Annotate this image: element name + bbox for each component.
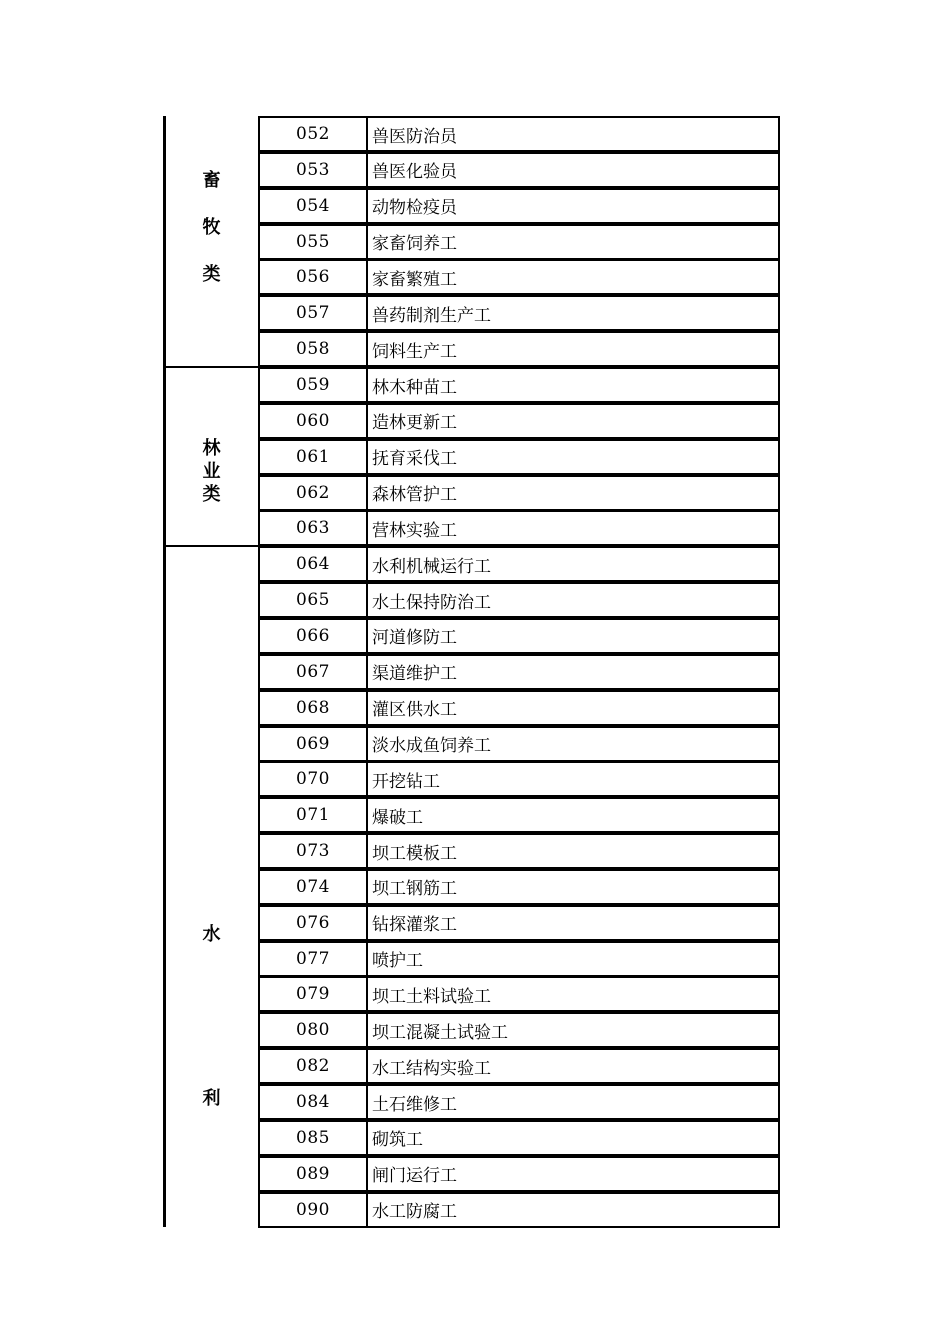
occupation-code: 062	[258, 475, 368, 511]
occupation-code: 064	[258, 546, 368, 582]
occupation-code: 052	[258, 116, 368, 152]
occupation-name: 家畜饲养工	[366, 224, 780, 260]
occupation-name: 造林更新工	[366, 403, 780, 439]
group-xumu	[163, 116, 260, 368]
occupation-name: 动物检疫员	[366, 188, 780, 224]
occupation-name: 钻探灌浆工	[366, 905, 780, 941]
occupation-code: 089	[258, 1156, 368, 1192]
table-row	[258, 1084, 780, 1120]
table-row	[258, 475, 780, 511]
table-row	[258, 367, 780, 403]
group-border	[163, 545, 166, 1227]
table-row	[258, 833, 780, 869]
occupation-name: 砌筑工	[366, 1120, 780, 1156]
occupation-name: 水工结构实验工	[366, 1048, 780, 1084]
occupation-name: 灌区供水工	[366, 690, 780, 726]
occupation-code: 090	[258, 1192, 368, 1228]
occupation-name: 喷护工	[366, 941, 780, 977]
occupation-code: 084	[258, 1084, 368, 1120]
table-row	[258, 726, 780, 762]
occupation-code: 061	[258, 439, 368, 475]
occupation-name: 坝工混凝土试验工	[366, 1012, 780, 1048]
occupation-name: 兽药制剂生产工	[366, 295, 780, 331]
table-row	[258, 510, 780, 546]
table-row	[258, 1120, 780, 1156]
table-row	[258, 1156, 780, 1192]
occupation-code: 059	[258, 367, 368, 403]
table-row	[258, 618, 780, 654]
table-row	[258, 439, 780, 475]
occupation-code: 074	[258, 869, 368, 905]
occupation-code: 054	[258, 188, 368, 224]
occupation-code: 085	[258, 1120, 368, 1156]
occupation-code: 058	[258, 331, 368, 367]
table-row	[258, 1048, 780, 1084]
table-row	[258, 259, 780, 295]
occupation-name: 淡水成鱼饲养工	[366, 726, 780, 762]
occupation-name: 兽医化验员	[366, 152, 780, 188]
occupation-name: 家畜繁殖工	[366, 259, 780, 295]
table-row	[258, 654, 780, 690]
occupation-code: 055	[258, 224, 368, 260]
group-label-char: 林	[202, 438, 221, 459]
table-row	[258, 941, 780, 977]
table-row	[258, 188, 780, 224]
table-row	[258, 976, 780, 1012]
occupation-name: 饲料生产工	[366, 331, 780, 367]
occupation-name: 开挖钻工	[366, 761, 780, 797]
occupation-code: 082	[258, 1048, 368, 1084]
occupation-name: 水利机械运行工	[366, 546, 780, 582]
occupation-code: 071	[258, 797, 368, 833]
group-label-char: 类	[202, 264, 221, 285]
table-row	[258, 582, 780, 618]
occupation-name: 坝工钢筋工	[366, 869, 780, 905]
occupation-name: 森林管护工	[366, 475, 780, 511]
table-row	[258, 905, 780, 941]
table-row	[258, 1012, 780, 1048]
occupation-code: 063	[258, 510, 368, 546]
table-row	[258, 224, 780, 260]
occupation-code: 069	[258, 726, 368, 762]
group-shuili	[163, 545, 260, 1227]
occupation-name: 兽医防治员	[366, 116, 780, 152]
table-row	[258, 761, 780, 797]
occupation-code: 076	[258, 905, 368, 941]
occupation-code: 073	[258, 833, 368, 869]
occupation-code: 060	[258, 403, 368, 439]
table-row	[258, 690, 780, 726]
occupation-code: 066	[258, 618, 368, 654]
table-row	[258, 403, 780, 439]
occupation-code: 068	[258, 690, 368, 726]
table-row	[258, 295, 780, 331]
occupation-code: 057	[258, 295, 368, 331]
group-border	[163, 116, 166, 368]
table-row	[258, 331, 780, 367]
occupation-name: 营林实验工	[366, 510, 780, 546]
group-label-char: 业	[202, 461, 221, 482]
occupation-code: 070	[258, 761, 368, 797]
occupation-code: 053	[258, 152, 368, 188]
occupation-code: 056	[258, 259, 368, 295]
occupation-code: 080	[258, 1012, 368, 1048]
table-row	[258, 546, 780, 582]
occupation-code: 065	[258, 582, 368, 618]
occupation-name: 林木种苗工	[366, 367, 780, 403]
occupation-name: 抚育采伐工	[366, 439, 780, 475]
occupation-name: 水工防腐工	[366, 1192, 780, 1228]
group-linye	[163, 366, 260, 547]
table-row	[258, 797, 780, 833]
occupation-name: 坝工土料试验工	[366, 976, 780, 1012]
table-row	[258, 869, 780, 905]
occupation-code: 077	[258, 941, 368, 977]
table-row	[258, 152, 780, 188]
occupation-name: 坝工模板工	[366, 833, 780, 869]
occupation-name: 闸门运行工	[366, 1156, 780, 1192]
group-label-char: 牧	[202, 217, 221, 238]
occupation-name: 爆破工	[366, 797, 780, 833]
occupation-name: 河道修防工	[366, 618, 780, 654]
group-label-char: 畜	[202, 170, 221, 191]
occupation-name: 渠道维护工	[366, 654, 780, 690]
group-label-char: 水	[202, 924, 221, 945]
table-row	[258, 116, 780, 152]
group-label-char: 类	[202, 484, 221, 505]
occupation-code: 079	[258, 976, 368, 1012]
occupation-name: 土石维修工	[366, 1084, 780, 1120]
group-label-char: 利	[202, 1088, 221, 1109]
table-row	[258, 1192, 780, 1228]
occupation-code: 067	[258, 654, 368, 690]
occupation-name: 水土保持防治工	[366, 582, 780, 618]
